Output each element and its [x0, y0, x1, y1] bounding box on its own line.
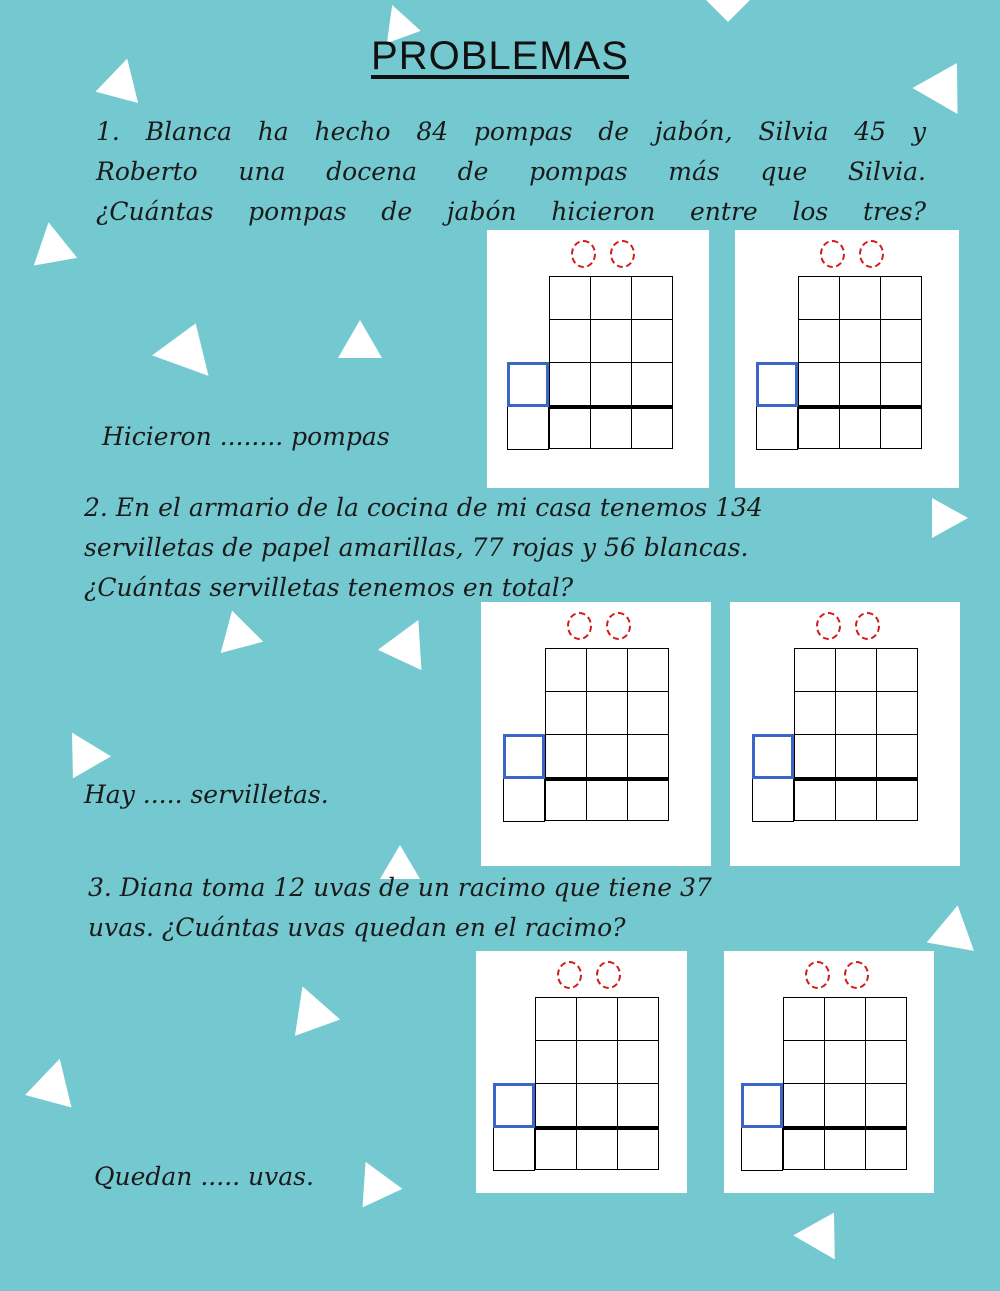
page-title: PROBLEMAS	[371, 34, 629, 78]
problem-1-line-3: ¿Cuántas pompas de jabón hicieron entre los tres?	[96, 197, 926, 226]
digit-cell[interactable]	[825, 1041, 866, 1084]
digit-cell[interactable]	[881, 320, 922, 363]
result-digit-cell[interactable]	[632, 406, 673, 449]
digit-cell[interactable]	[840, 277, 881, 320]
digit-cell[interactable]	[784, 998, 825, 1041]
operator-box[interactable]	[741, 1083, 783, 1128]
digit-cell[interactable]	[536, 1041, 577, 1084]
result-hundreds-cell[interactable]	[752, 779, 794, 822]
digit-cell[interactable]	[836, 692, 877, 735]
digit-cell[interactable]	[632, 320, 673, 363]
operation-card	[735, 230, 959, 488]
operation-card	[487, 230, 709, 488]
carry-circle[interactable]	[610, 240, 635, 268]
result-digit-cell[interactable]	[628, 778, 669, 821]
result-hundreds-cell[interactable]	[741, 1128, 783, 1171]
carry-circle[interactable]	[557, 961, 582, 989]
digit-cell[interactable]	[546, 649, 587, 692]
digit-cell[interactable]	[632, 363, 673, 406]
digit-cell[interactable]	[836, 649, 877, 692]
digit-cell[interactable]	[536, 998, 577, 1041]
operation-grid	[794, 648, 918, 821]
problem-1-text	[96, 112, 926, 232]
result-digit-cell[interactable]	[799, 406, 840, 449]
result-hundreds-cell[interactable]	[503, 779, 545, 822]
result-digit-cell[interactable]	[836, 778, 877, 821]
digit-cell[interactable]	[840, 363, 881, 406]
carry-circle[interactable]	[606, 612, 631, 640]
carry-circle[interactable]	[859, 240, 884, 268]
carry-circle[interactable]	[816, 612, 841, 640]
problem-2-answer: Hay ..... servilletas.	[84, 780, 329, 809]
carry-circle[interactable]	[855, 612, 880, 640]
problem-1-answer: Hicieron ........ pompas	[102, 422, 390, 451]
digit-cell[interactable]	[881, 363, 922, 406]
problem-2-line-2: servilletas de papel amarillas, 77 rojas y 56 blancas.	[84, 533, 749, 562]
digit-cell[interactable]	[866, 1041, 907, 1084]
result-digit-cell[interactable]	[795, 778, 836, 821]
operator-box[interactable]	[507, 362, 549, 407]
result-digit-cell[interactable]	[866, 1127, 907, 1170]
problem-2-line-1: 2. En el armario de la cocina de mi casa tenemos 134	[84, 493, 763, 522]
result-digit-cell[interactable]	[618, 1127, 659, 1170]
operation-card	[730, 602, 960, 866]
digit-cell[interactable]	[618, 998, 659, 1041]
digit-cell[interactable]	[825, 1084, 866, 1127]
result-digit-cell[interactable]	[536, 1127, 577, 1170]
carry-circle[interactable]	[571, 240, 596, 268]
result-hundreds-cell[interactable]	[493, 1128, 535, 1171]
digit-cell[interactable]	[795, 692, 836, 735]
operator-box[interactable]	[503, 734, 545, 779]
digit-cell[interactable]	[628, 649, 669, 692]
digit-cell[interactable]	[799, 363, 840, 406]
problem-3-text	[88, 868, 848, 948]
digit-cell[interactable]	[825, 998, 866, 1041]
carry-circle[interactable]	[805, 961, 830, 989]
digit-cell[interactable]	[536, 1084, 577, 1127]
digit-cell[interactable]	[587, 692, 628, 735]
operation-grid	[535, 997, 659, 1170]
problem-3-line-2: uvas. ¿Cuántas uvas quedan en el racimo?	[88, 913, 626, 942]
problem-1-line-1: 1. Blanca ha hecho 84 pompas de jabón, Silvia 45 y	[96, 117, 926, 146]
digit-cell[interactable]	[628, 692, 669, 735]
carry-circle[interactable]	[820, 240, 845, 268]
digit-cell[interactable]	[795, 735, 836, 778]
operator-box[interactable]	[752, 734, 794, 779]
digit-cell[interactable]	[550, 363, 591, 406]
digit-cell[interactable]	[577, 1041, 618, 1084]
operation-grid	[783, 997, 907, 1170]
digit-cell[interactable]	[881, 277, 922, 320]
digit-cell[interactable]	[587, 735, 628, 778]
operation-card	[476, 951, 687, 1193]
digit-cell[interactable]	[591, 363, 632, 406]
digit-cell[interactable]	[840, 320, 881, 363]
digit-cell[interactable]	[877, 735, 918, 778]
digit-cell[interactable]	[877, 692, 918, 735]
digit-cell[interactable]	[577, 998, 618, 1041]
result-digit-cell[interactable]	[840, 406, 881, 449]
operation-card	[724, 951, 934, 1193]
digit-cell[interactable]	[550, 277, 591, 320]
result-digit-cell[interactable]	[784, 1127, 825, 1170]
digit-cell[interactable]	[784, 1041, 825, 1084]
digit-cell[interactable]	[618, 1084, 659, 1127]
digit-cell[interactable]	[795, 649, 836, 692]
digit-cell[interactable]	[632, 277, 673, 320]
result-digit-cell[interactable]	[587, 778, 628, 821]
operation-grid	[549, 276, 673, 449]
operation-grid	[545, 648, 669, 821]
carry-circle[interactable]	[596, 961, 621, 989]
digit-cell[interactable]	[799, 277, 840, 320]
digit-cell[interactable]	[628, 735, 669, 778]
result-digit-cell[interactable]	[577, 1127, 618, 1170]
carry-circle[interactable]	[567, 612, 592, 640]
result-digit-cell[interactable]	[881, 406, 922, 449]
digit-cell[interactable]	[618, 1041, 659, 1084]
digit-cell[interactable]	[591, 320, 632, 363]
digit-cell[interactable]	[836, 735, 877, 778]
problem-3-answer: Quedan ..... uvas.	[94, 1162, 314, 1191]
result-digit-cell[interactable]	[877, 778, 918, 821]
digit-cell[interactable]	[866, 1084, 907, 1127]
digit-cell[interactable]	[866, 998, 907, 1041]
digit-cell[interactable]	[587, 649, 628, 692]
result-digit-cell[interactable]	[550, 406, 591, 449]
result-hundreds-cell[interactable]	[507, 407, 549, 450]
problem-2-line-3: ¿Cuántas servilletas tenemos en total?	[84, 573, 574, 602]
digit-cell[interactable]	[577, 1084, 618, 1127]
digit-cell[interactable]	[546, 692, 587, 735]
digit-cell[interactable]	[591, 277, 632, 320]
problem-3-line-1: 3. Diana toma 12 uvas de un racimo que tiene 37	[88, 873, 712, 902]
operation-grid	[798, 276, 922, 449]
digit-cell[interactable]	[784, 1084, 825, 1127]
result-digit-cell[interactable]	[591, 406, 632, 449]
digit-cell[interactable]	[799, 320, 840, 363]
result-digit-cell[interactable]	[825, 1127, 866, 1170]
problem-2-text	[84, 488, 904, 608]
operation-card	[481, 602, 711, 866]
result-hundreds-cell[interactable]	[756, 407, 798, 450]
digit-cell[interactable]	[550, 320, 591, 363]
operator-box[interactable]	[493, 1083, 535, 1128]
operator-box[interactable]	[756, 362, 798, 407]
result-digit-cell[interactable]	[546, 778, 587, 821]
carry-circle[interactable]	[844, 961, 869, 989]
digit-cell[interactable]	[546, 735, 587, 778]
problem-1-line-2: Roberto una docena de pompas más que Silvia.	[96, 157, 926, 186]
digit-cell[interactable]	[877, 649, 918, 692]
